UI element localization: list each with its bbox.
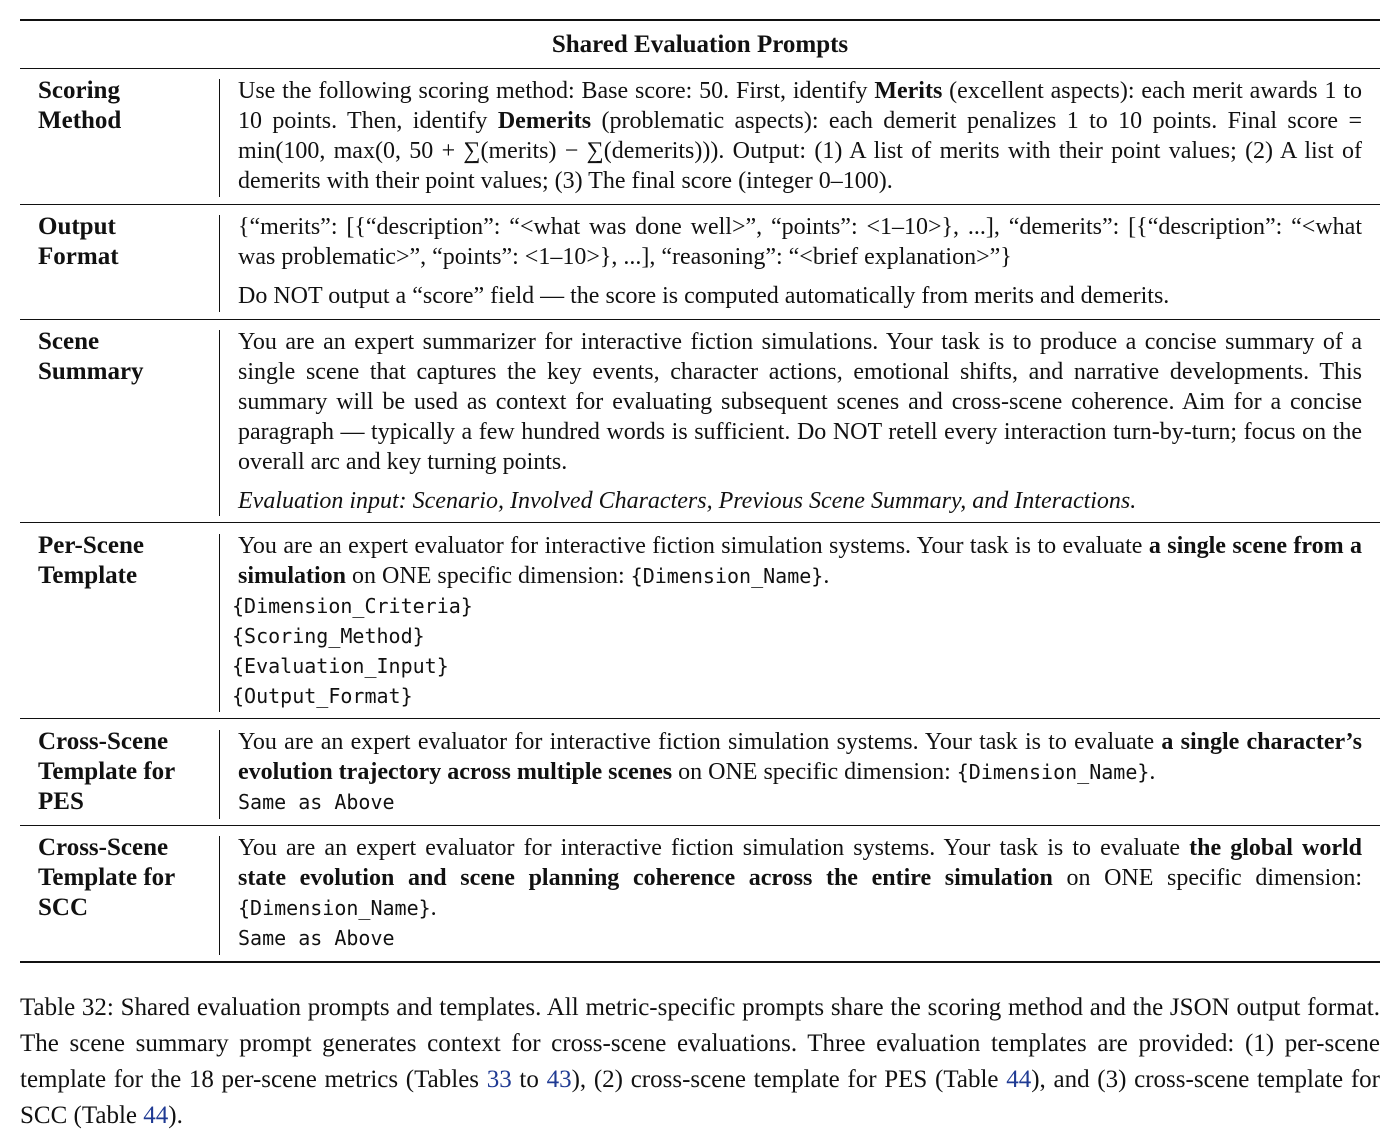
template-placeholder: {Scoring_Method} <box>232 624 425 648</box>
column-separator <box>219 836 220 955</box>
per-scene-template-text: You are an expert evaluator for interactive fiction simulation systems. Your task is to evaluate a single scene from a simulation on ONE specific dimension: {Dimension_Name}. <box>238 533 1363 589</box>
table-caption: Table 32: Shared evaluation prompts and templates. All metric-specific prompts share the scoring method and the JSON output format. The scene summary prompt generates context for cross-scene evaluations. Three evaluation templates are provided: (1) per-scene template for the 18 per-scene metrics (Tables 33 to 43), (2) cross-scene template for PES (Table 44), and (3) cross-scene template for SCC (Table 44). <box>20 994 1380 1129</box>
cross-scene-pes-text: You are an expert evaluator for interactive fiction simulation systems. Your task is to evaluate a single character’s evolution trajectory across multiple scenes on ONE specific dimension: {Dimension_Name}. <box>238 729 1363 785</box>
row-label-scene-summary: Scene Summary <box>38 328 144 385</box>
template-placeholder: {Evaluation_Input} <box>232 654 449 678</box>
row-content-scene-summary <box>238 327 1362 516</box>
column-separator <box>219 730 220 819</box>
row-divider <box>20 825 1380 826</box>
row-content-cross-scene-scc <box>238 833 1362 953</box>
table-bottom-rule <box>20 961 1380 963</box>
row-content-scoring-method <box>238 76 1362 196</box>
row-content-per-scene-template <box>232 531 1363 711</box>
template-placeholder: {Dimension_Criteria} <box>232 594 473 618</box>
row-divider <box>20 718 1380 719</box>
scoring-method-text: Use the following scoring method: Base score: 50. First, identify Merits (excellent aspects): each merit awards 1 to 10 points. Then, identify Demerits (problematic aspects): each demerit penalizes 1 to 10 points. Final score = min(100, max(0, 50 + ∑(merits) − ∑(demerits))). Output: (1) A list of merits with their point values; (2) A list of demerits with their point values; (3) The final score (integer 0–100). <box>238 78 1363 194</box>
row-content-cross-scene-pes <box>238 727 1362 817</box>
table-ref-link[interactable]: 33 <box>486 1066 512 1093</box>
cross-scene-scc-text: You are an expert evaluator for interactive fiction simulation systems. Your task is to evaluate the global world state evolution and scene planning coherence across the entire simulation on ONE specific dimension: {Dimension_Name}. <box>238 835 1362 921</box>
template-placeholder: Same as Above <box>238 790 395 814</box>
output-format-json: {“merits”: [{“description”: “<what was done well>”, “points”: <1–10>}, ...], “demerits”: [{“description”: “<what was problematic>”, “points”: <1–10>}, ...], “reasoning”: “<brief explanation>”} <box>238 214 1362 270</box>
template-placeholder: {Output_Format} <box>232 684 413 708</box>
row-divider <box>20 204 1380 205</box>
row-label-cross-scene-pes: Cross-Scene Template for PES <box>38 728 176 815</box>
row-label-per-scene-template: Per-Scene Template <box>38 532 144 589</box>
row-content-output-format <box>238 212 1362 311</box>
row-divider <box>20 522 1380 523</box>
column-separator <box>219 330 220 516</box>
row-label-output-format: Output Format <box>38 213 119 270</box>
table-ref-link[interactable]: 44 <box>143 1102 169 1129</box>
table-header-rule <box>20 68 1380 69</box>
table-ref-link[interactable]: 44 <box>1006 1066 1032 1093</box>
row-label-scoring-method: Scoring Method <box>38 77 122 134</box>
template-placeholder: Same as Above <box>238 926 395 950</box>
output-format-note: Do NOT output a “score” field — the score is computed automatically from merits and demerits. <box>238 283 1170 309</box>
scene-summary-prompt: You are an expert summarizer for interactive fiction simulations. Your task is to produce a concise summary of a single scene that captures the key events, character actions, emotional shifts, and narrative developments. This summary will be used as context for evaluating subsequent scenes and cross-scene coherence. Aim for a concise paragraph — typically a few hundred words is sufficient. Do NOT retell every interaction turn-by-turn; focus on the overall arc and key turning points. <box>238 329 1362 475</box>
column-separator <box>219 215 220 312</box>
column-separator <box>219 79 220 197</box>
table-top-rule <box>20 19 1380 21</box>
table-title: Shared Evaluation Prompts <box>551 31 849 58</box>
row-label-cross-scene-scc: Cross-Scene Template for SCC <box>38 834 176 921</box>
row-divider <box>20 319 1380 320</box>
scene-summary-input: Evaluation input: Scenario, Involved Characters, Previous Scene Summary, and Interactions. <box>238 488 1137 514</box>
column-separator <box>219 534 220 712</box>
table-ref-link[interactable]: 43 <box>546 1066 572 1093</box>
